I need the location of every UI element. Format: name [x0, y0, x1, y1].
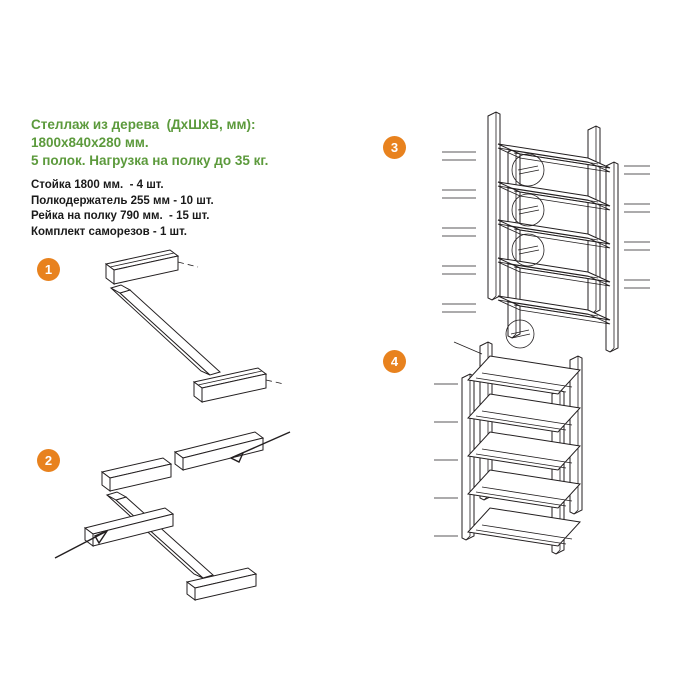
part-upright-post: [111, 285, 220, 375]
parts-list: [31, 178, 361, 240]
step-badge-4: 4: [383, 350, 406, 373]
part-upright-post: [488, 112, 500, 300]
parts-list-item: Стойка 1800 мм. - 4 шт.: [31, 179, 164, 191]
step-2-illustration: [55, 410, 325, 585]
fastener-marks-right: [624, 166, 650, 288]
step-4-illustration: [420, 340, 630, 560]
parts-list-item: Рейка на полку 790 мм. - 15 шт.: [31, 210, 210, 222]
title-line-1: Стеллаж из дерева (ДхШхВ, мм):: [31, 117, 256, 132]
step-badge-3: 3: [383, 136, 406, 159]
alignment-guides: [178, 262, 284, 384]
step-1-illustration: [70, 240, 300, 420]
part-shelf-rail: [102, 458, 171, 491]
part-shelf-board-loose: [175, 432, 263, 470]
fastener-marks-left: [434, 384, 458, 536]
product-description: [31, 116, 361, 240]
step-badge-1: 1: [37, 258, 60, 281]
parts-list-item: Комплект саморезов - 1 шт.: [31, 225, 187, 238]
title-line-2: 1800х840х280 мм.: [31, 135, 149, 150]
fastener-marks-left: [442, 152, 476, 312]
part-upright-post: [588, 126, 600, 314]
part-shelf-rail: [106, 250, 178, 284]
title-line-3: 5 полок. Нагрузка на полку до 35 кг.: [31, 153, 269, 168]
step-badge-2: 2: [37, 449, 60, 472]
step-3-illustration: [420, 110, 650, 370]
leader-line: [454, 342, 482, 354]
parts-list-item: Полкодержатель 255 мм - 10 шт.: [31, 194, 214, 207]
